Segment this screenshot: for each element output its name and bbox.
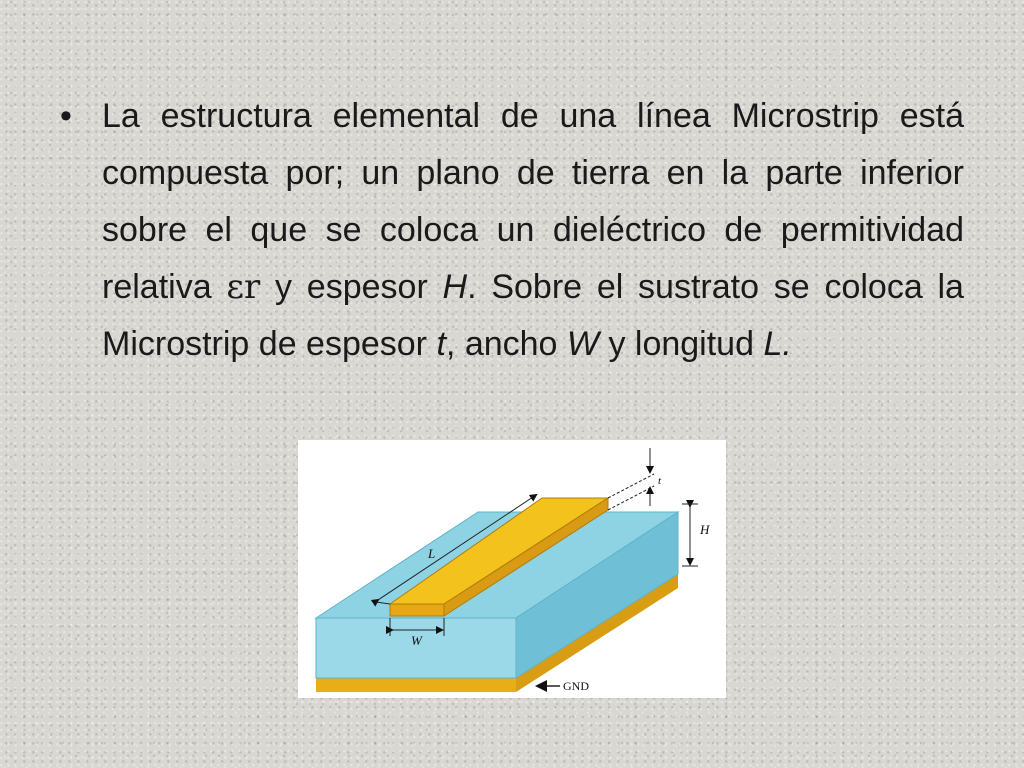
label-l: L <box>428 546 436 561</box>
paragraph <box>102 88 964 373</box>
ground-plane-front <box>316 678 516 692</box>
paragraph-text-1: La estructura elemental de una línea Microstrip está compuesta por; un plano de tierra en la parte inferior sobre el que se coloca un dieléctrico de permitividad relativa <box>102 97 964 306</box>
paragraph-text-3: . Sobre el sustrato se coloca la Microstrip de espesor <box>102 268 964 363</box>
paragraph-text-2: y espesor <box>260 268 443 306</box>
paragraph-text-4: , ancho <box>445 325 567 363</box>
thickness-ext-top <box>608 474 654 498</box>
bullet-mark: • <box>60 97 72 135</box>
var-h: H <box>442 268 468 306</box>
substrate-front <box>316 618 516 678</box>
label-gnd: GND <box>563 679 589 693</box>
thickness-ext-bottom <box>608 486 654 510</box>
epsilon-subscript-r: r <box>244 267 261 307</box>
paragraph-text-5: y longitud <box>599 325 764 363</box>
microstrip-diagram <box>298 440 726 698</box>
epsilon-symbol: ε <box>226 267 244 307</box>
bullet-text-block <box>60 88 964 373</box>
label-t: t <box>658 475 662 487</box>
var-t: t <box>436 325 446 363</box>
label-w: W <box>411 633 422 648</box>
microstrip-figure <box>298 440 726 698</box>
var-l: L. <box>763 325 792 363</box>
strip-front <box>390 604 444 616</box>
var-w: W <box>566 325 599 363</box>
label-h: H <box>700 522 710 537</box>
